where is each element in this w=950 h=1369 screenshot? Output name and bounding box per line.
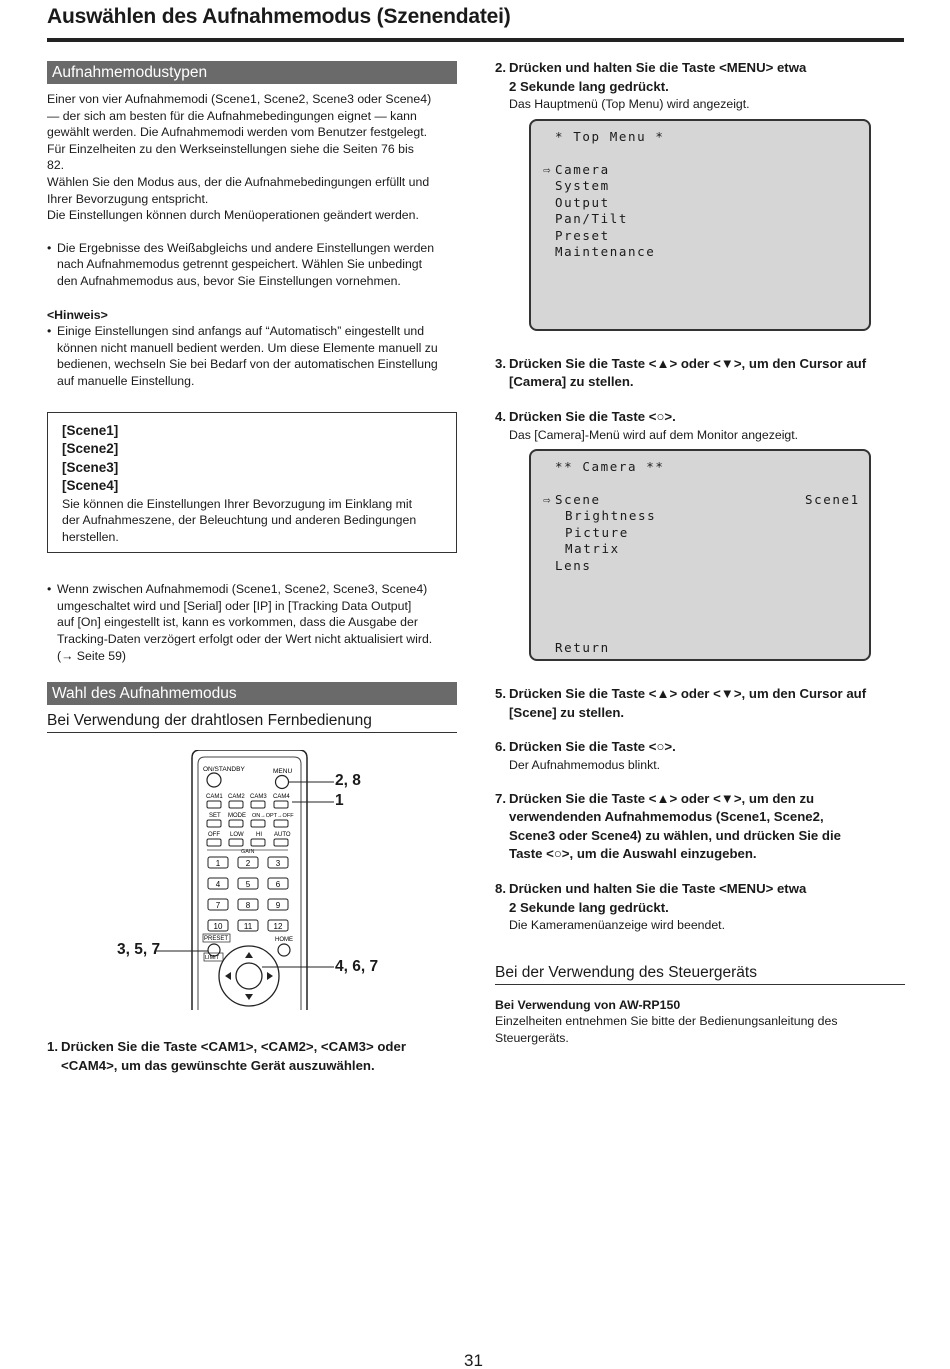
- scene-name: [Scene3]: [62, 459, 119, 475]
- bullet-line: • Die Ergebnisse des Weißabgleichs und andere Einstellungen werden: [57, 240, 435, 255]
- step-3: [495, 355, 905, 392]
- gain-button: [274, 839, 288, 846]
- menu-item-matrix: Matrix: [565, 541, 620, 557]
- step-title-line: Drücken Sie die Taste <○>.: [509, 408, 676, 424]
- cursor-arrow-icon: ⇨: [543, 492, 553, 508]
- intro-line: Die Einstellungen können durch Menüoperationen geändert werden.: [47, 208, 419, 223]
- number-key-label: 3: [275, 859, 281, 869]
- step-2: [495, 59, 905, 113]
- step-number: 8.: [495, 880, 506, 896]
- step-7: [495, 790, 905, 864]
- step-title-line: verwendenden Aufnahmemodus (Scene1, Scene2,: [509, 809, 824, 825]
- number-key-label: 11: [243, 922, 253, 932]
- number-key-label: 12: [273, 922, 283, 932]
- scene-description: [62, 496, 442, 546]
- scene-desc-line: Sie können die Einstellungen Ihrer Bevorzugung im Einklang mit: [62, 496, 412, 511]
- home-button: [278, 944, 290, 956]
- intro-line: Ihrer Bevorzugung entspricht.: [47, 191, 209, 206]
- step-title-line: Drücken Sie die Taste <▲> oder <▼>, um den zu: [509, 790, 815, 806]
- callout-2-8: 2, 8: [335, 772, 361, 790]
- step-5: [495, 685, 905, 722]
- gain-low-label: LOW: [230, 832, 244, 839]
- aw-rp150-label: Bei Verwendung von AW-RP150: [495, 997, 681, 1012]
- step-6: [495, 738, 905, 773]
- monitor-camera-menu: [529, 449, 871, 661]
- number-key-label: 10: [213, 922, 223, 932]
- menu-item-output: Output: [555, 194, 610, 210]
- step-number: 7.: [495, 790, 506, 806]
- gain-hi-label: HI: [256, 832, 262, 839]
- title-rule: [47, 38, 904, 42]
- monitor-title: * Top Menu *: [555, 128, 665, 144]
- bullet-line: nach Aufnahmemodus getrennt gespeichert. Wählen Sie unbedingt: [57, 257, 423, 272]
- monitor-top-menu: [529, 119, 871, 331]
- menu-item-preset: Preset: [555, 227, 610, 243]
- step-4: [495, 408, 905, 443]
- step-number: 3.: [495, 355, 506, 371]
- callout-4-6-7: 4, 6, 7: [335, 958, 379, 976]
- intro-line: — der sich am besten für die Aufnahmebedingungen eignet — kann: [47, 108, 417, 123]
- step-description: Der Aufnahmemodus blinkt.: [509, 757, 661, 772]
- step-description: Das [Camera]-Menü wird auf dem Monitor angezeigt.: [509, 427, 799, 442]
- step-title-line: Taste <○>, um die Auswahl einzugeben.: [509, 846, 757, 862]
- section-heading-wahl: Wahl des Aufnahmemodus: [47, 682, 457, 705]
- gain-auto-label: AUTO: [274, 832, 291, 839]
- cam-label: CAM2: [228, 794, 245, 801]
- subheading-steuergeraet: Bei der Verwendung des Steuergeräts: [495, 964, 905, 985]
- menu-item-picture: Picture: [565, 525, 629, 541]
- scene-name: [Scene2]: [62, 441, 119, 456]
- remote-illustration: [47, 750, 457, 1015]
- step-title-line: Scene3 oder Scene4) zu wählen, und drücken Sie die: [509, 827, 841, 843]
- note-line: auf manuelle Einstellung.: [57, 373, 195, 388]
- cam-button: [207, 801, 221, 808]
- aw-line: Steuergeräts.: [495, 1030, 569, 1045]
- step-title-line: Drücken und halten Sie die Taste <MENU> etwa: [509, 880, 807, 896]
- cam-button: [251, 801, 265, 808]
- cursor-arrow-icon: ⇨: [543, 161, 553, 177]
- intro-line: gewählt werden. Die Aufnahmemodi werden vom Benutzer festgelegt.: [47, 125, 428, 140]
- bullet-line: • Wenn zwischen Aufnahmemodi (Scene1, Scene2, Scene3, Scene4): [57, 582, 428, 597]
- cam-button: [274, 801, 288, 808]
- mode-label: MODE: [228, 813, 246, 820]
- menu-item-camera: Camera: [555, 161, 610, 177]
- left-column: [47, 61, 457, 1075]
- cam-label: CAM3: [250, 794, 267, 801]
- monitor-title: ** Camera **: [555, 459, 665, 475]
- step-description: Das Hauptmenü (Top Menu) wird angezeigt.: [509, 97, 750, 112]
- set-button: [207, 820, 221, 827]
- callout-1: 1: [335, 792, 344, 810]
- bullet-weissabgleich: [47, 240, 457, 290]
- step-number: 1.: [47, 1039, 58, 1055]
- number-key-label: 9: [275, 901, 281, 911]
- menu-value-scene: Scene1: [805, 492, 860, 508]
- limit-label: LIMIT: [205, 955, 220, 962]
- number-key-label: 6: [275, 880, 281, 890]
- gain-button: [207, 839, 221, 846]
- menu-item-maintenance: Maintenance: [555, 243, 656, 259]
- menu-item-return: Return: [555, 640, 610, 656]
- cam-label: CAM1: [206, 794, 223, 801]
- gain-button: [229, 839, 243, 846]
- aw-line: Einzelheiten entnehmen Sie bitte der Bedienungsanleitung des: [495, 1014, 838, 1029]
- note-line: können nicht manuell bedient werden. Um diese Elemente manuell zu: [57, 340, 438, 355]
- bullet-line: umgeschaltet wird und [Serial] oder [IP] in [Tracking Data Output]: [57, 598, 412, 613]
- note-line: • Einige Einstellungen sind anfangs auf “Automatisch” eingestellt und: [57, 324, 425, 339]
- bullet-line: den Aufnahmemodus aus, bevor Sie Einstellungen vornehmen.: [57, 273, 401, 288]
- step-number: 6.: [495, 739, 506, 755]
- number-key-label: 8: [245, 901, 251, 911]
- scene-box: [47, 412, 457, 554]
- intro-line: 82.: [47, 158, 65, 173]
- step-title-line: Drücken Sie die Taste <▲> oder <▼>, um den Cursor auf: [509, 355, 867, 371]
- opt-button: [251, 820, 265, 827]
- remote-control-svg: [47, 750, 457, 1015]
- note-label: <Hinweis>: [47, 307, 108, 322]
- home-label: HOME: [275, 937, 293, 944]
- gain-button: [251, 839, 265, 846]
- bullet-line: (→ Seite 59): [57, 648, 127, 663]
- number-key-label: 2: [245, 859, 251, 869]
- intro-line: Einer von vier Aufnahmemodi (Scene1, Scene2, Scene3 oder Scene4): [47, 92, 432, 106]
- step-1: [47, 1038, 457, 1075]
- bullet-tracking: [47, 581, 457, 664]
- menu-button: [276, 776, 289, 789]
- scene-desc-line: herstellen.: [62, 529, 119, 544]
- aw-rp150-text: [495, 1013, 905, 1046]
- gain-off-label: OFF: [208, 832, 220, 839]
- menu-item-lens: Lens: [555, 558, 592, 574]
- page-number: 31: [464, 1351, 483, 1369]
- callout-3-5-7: 3, 5, 7: [117, 941, 161, 959]
- menu-item-scene: Scene: [555, 492, 601, 508]
- intro-line: Für Einzelheiten zu den Werkseinstellungen siehe die Seiten 76 bis: [47, 141, 414, 156]
- subheading-fernbedienung: Bei Verwendung der drahtlosen Fernbedienung: [47, 712, 457, 733]
- mode-button: [229, 820, 243, 827]
- step-title-line: Drücken Sie die Taste <▲> oder <▼>, um den Cursor auf: [509, 686, 867, 702]
- gain-label: GAIN: [241, 849, 255, 856]
- right-column: [495, 59, 905, 1046]
- preset-label: PRESET: [204, 936, 229, 943]
- step-number: 5.: [495, 686, 506, 702]
- step-description: Die Kameramenüanzeige wird beendet.: [509, 918, 726, 933]
- step-number: 4.: [495, 408, 506, 424]
- on-standby-button: [207, 773, 221, 787]
- step-title-line: [Camera] zu stellen.: [509, 374, 634, 390]
- number-key-label: 7: [215, 901, 221, 911]
- scene-name: [Scene1]: [62, 422, 119, 438]
- step-title-line: <CAM4>, um das gewünschte Gerät auszuwählen.: [61, 1057, 375, 1073]
- bullet-line: Tracking-Daten verzögert erfolgt oder der Wert nicht aktualisiert wird.: [57, 632, 433, 647]
- section-heading-aufnahmemodustypen: Aufnahmemodustypen: [47, 61, 457, 84]
- on-standby-label: ON/STANDBY: [203, 766, 245, 774]
- intro-line: Wählen Sie den Modus aus, der die Aufnahmebedingungen erfüllt und: [47, 174, 430, 189]
- page-title: Auswählen des Aufnahmemodus (Szenendatei): [47, 5, 511, 28]
- cam-label: CAM4: [273, 794, 290, 801]
- step-title-line: Drücken Sie die Taste <CAM1>, <CAM2>, <CAM3> oder: [61, 1039, 406, 1055]
- step-8: [495, 880, 905, 934]
- number-key-label: 1: [215, 859, 221, 869]
- note-bullet: [47, 323, 457, 389]
- step-number: 2.: [495, 60, 506, 75]
- menu-label: MENU: [273, 768, 293, 776]
- opt-label: ON→OPT→OFF: [252, 813, 294, 820]
- menu-item-brightness: Brightness: [565, 508, 657, 524]
- scene-name: [Scene4]: [62, 478, 119, 493]
- menu-item-pan-tilt: Pan/Tilt: [555, 210, 629, 226]
- bullet-line: auf [On] eingestellt ist, kann es vorkommen, dass die Ausgabe der: [57, 615, 418, 630]
- step-title-line: Drücken Sie die Taste <○>.: [509, 739, 676, 755]
- step-title-line: 2 Sekunde lang gedrückt.: [509, 78, 669, 94]
- step-title-line: 2 Sekunde lang gedrückt.: [509, 899, 669, 915]
- number-key-label: 4: [215, 880, 221, 890]
- note-line: bedienen, wechseln Sie bei Bedarf von der automatischen Einstellung: [57, 357, 438, 372]
- cam-button: [229, 801, 243, 808]
- opt-button: [274, 820, 288, 827]
- step-title-line: Drücken und halten Sie die Taste <MENU> etwa: [509, 60, 807, 75]
- set-label: SET: [209, 813, 221, 820]
- scene-desc-line: der Aufnahmeszene, der Beleuchtung und anderen Bedingungen: [62, 513, 417, 528]
- menu-item-system: System: [555, 177, 610, 193]
- step-title-line: [Scene] zu stellen.: [509, 704, 625, 720]
- intro-paragraph: [47, 91, 457, 224]
- number-key-label: 5: [245, 880, 251, 890]
- dpad-center-button: [236, 963, 262, 989]
